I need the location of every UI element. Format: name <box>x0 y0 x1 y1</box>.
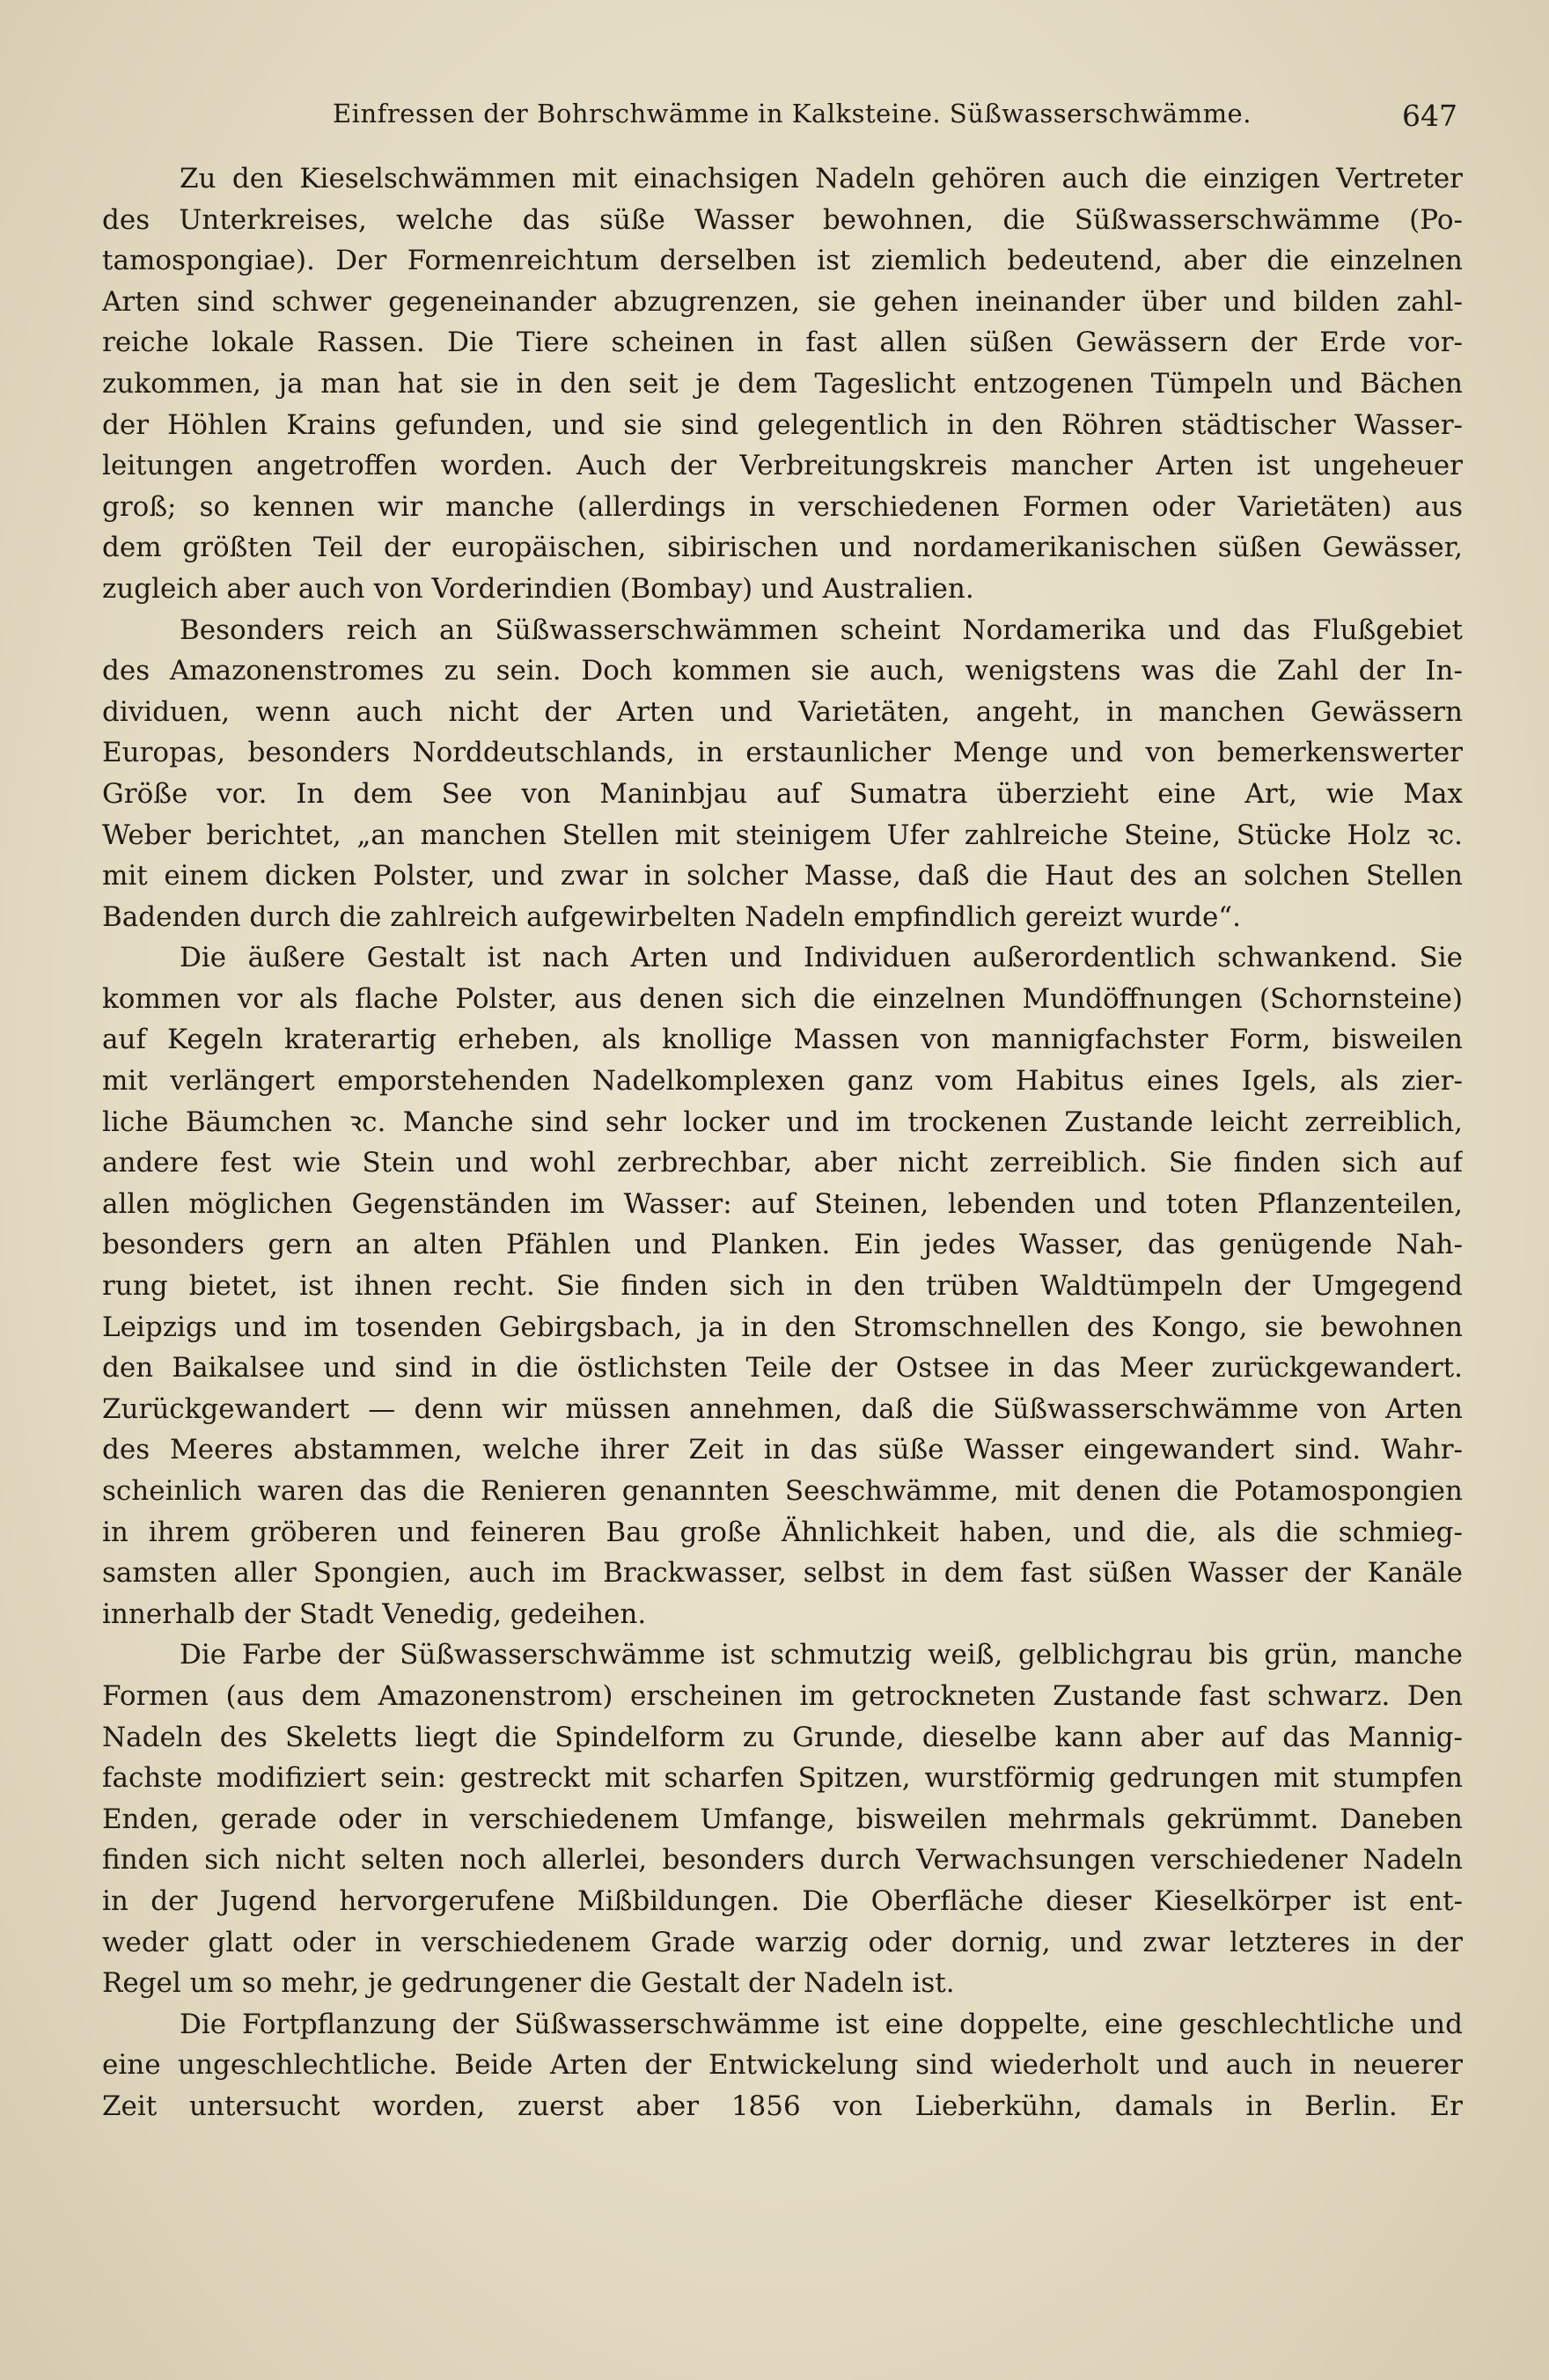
text-line: des Amazonenstromes zu sein. Doch kommen sie auch, wenigstens was die Zahl der In- <box>102 655 1463 687</box>
text-line: leitungen angetroffen worden. Auch der Verbreitungskreis mancher Arten ist ungeheuer <box>102 450 1463 482</box>
text-line: der Höhlen Krains gefunden, und sie sind gelegentlich in den Röhren städtischer Wasser- <box>102 408 1463 441</box>
text-line: scheinlich waren das die Renieren genannten Seeschwämme, mit denen die Potamospongien <box>102 1475 1463 1507</box>
text-line: fachste modifiziert sein: gestreckt mit scharfen Spitzen, wurstförmig gedrungen mit stumpfen <box>102 1762 1463 1795</box>
text-line: den Baikalsee und sind in die östlichsten Teile der Ostsee in das Meer zurückgewandert. <box>102 1352 1463 1385</box>
text-line: Besonders reich an Süßwasserschwämmen scheint Nordamerika und das Flußgebiet <box>180 613 1463 646</box>
text-line: Weber berichtet, „an manchen Stellen mit steinigem Ufer zahlreiche Steine, Stücke Holz ꝛc. <box>102 819 1463 851</box>
text-line: besonders gern an alten Pfählen und Planken. Ein jedes Wasser, das genügende Nah- <box>102 1229 1463 1261</box>
page-header <box>333 99 1457 141</box>
text-line: eine ungeschlechtliche. Beide Arten der Entwickelung sind wiederholt und auch in neuerer <box>102 2049 1463 2082</box>
text-line: finden sich nicht selten noch allerlei, besonders durch Verwachsungen verschiedener Nadeln <box>102 1844 1463 1877</box>
text-line: samsten aller Spongien, auch im Brackwasser, selbst in dem fast süßen Wasser der Kanäle <box>102 1557 1463 1590</box>
text-line: Enden, gerade oder in verschiedenem Umfange, bisweilen mehrmals gekrümmt. Daneben <box>102 1803 1463 1835</box>
text-line: Die Farbe der Süßwasserschwämme ist schmutzig weiß, gelblichgrau bis grün, manche <box>180 1639 1463 1671</box>
text-line: zukommen, ja man hat sie in den seit je dem Tageslicht entzogenen Tümpeln und Bächen <box>102 367 1463 400</box>
text-line: Regel um so mehr, je gedrungener die Gestalt der Nadeln ist. <box>102 1967 955 2000</box>
text-line: Die Fortpflanzung der Süßwasserschwämme ist eine doppelte, eine geschlechtliche und <box>180 2008 1463 2040</box>
text-line: in ihrem gröberen und feineren Bau große Ähnlichkeit haben, und die, als die schmieg- <box>102 1516 1463 1548</box>
text-line: allen möglichen Gegenständen im Wasser: auf Steinen, lebenden und toten Pflanzenteilen, <box>102 1187 1463 1220</box>
text-line: rung bietet, ist ihnen recht. Sie finden sich in den trüben Waldtümpeln der Umgegend <box>102 1270 1463 1303</box>
text-line: in der Jugend hervorgerufene Mißbildungen. Die Oberfläche dieser Kieselkörper ist ent- <box>102 1884 1463 1917</box>
text-line: des Unterkreises, welche das süße Wasser bewohnen, die Süßwasserschwämme (Po- <box>102 203 1463 236</box>
text-line: kommen vor als flache Polster, aus denen sich die einzelnen Mundöffnungen (Schornsteine) <box>102 982 1463 1015</box>
text-line: Zurückgewandert — denn wir müssen annehmen, daß die Süßwasserschwämme von Arten <box>102 1392 1463 1425</box>
text-line: zugleich aber auch von Vorderindien (Bombay) und Australien. <box>102 572 974 605</box>
text-line: mit einem dicken Polster, und zwar in solcher Masse, daß die Haut des an solchen Stellen <box>102 860 1463 892</box>
text-line: Leipzigs und im tosenden Gebirgsbach, ja in den Stromschnellen des Kongo, sie bewohnen <box>102 1311 1463 1343</box>
text-line: Nadeln des Skeletts liegt die Spindelform zu Grunde, dieselbe kann aber auf das Mannig- <box>102 1721 1463 1753</box>
text-line: Formen (aus dem Amazonenstrom) erscheinen im getrockneten Zustande fast schwarz. Den <box>102 1679 1463 1712</box>
text-line: Europas, besonders Norddeutschlands, in erstaunlicher Menge und von bemerkenswerter <box>102 737 1463 769</box>
text-line: dividuen, wenn auch nicht der Arten und Varietäten, angeht, in manchen Gewässern <box>102 695 1463 728</box>
text-line: innerhalb der Stadt Venedig, gedeihen. <box>102 1598 647 1630</box>
text-line: liche Bäumchen ꝛc. Manche sind sehr locker und im trockenen Zustande leicht zerreiblich, <box>102 1106 1463 1138</box>
text-line: andere fest wie Stein und wohl zerbrechbar, aber nicht zerreiblich. Sie finden sich auf <box>102 1147 1463 1179</box>
text-line: Größe vor. In dem See von Maninbjau auf Sumatra überzieht eine Art, wie Max <box>102 777 1463 810</box>
text-line: Badenden durch die zahlreich aufgewirbelten Nadeln empfindlich gereizt wurde“. <box>102 900 1241 933</box>
text-line: Die äußere Gestalt ist nach Arten und Individuen außerordentlich schwankend. Sie <box>180 942 1463 974</box>
text-line: Arten sind schwer gegeneinander abzugrenzen, sie gehen ineinander über und bilden zahl- <box>102 285 1463 318</box>
text-line: Zeit untersucht worden, zuerst aber 1856 von Lieberkühn, damals in Berlin. Er <box>102 2090 1463 2122</box>
text-line: reiche lokale Rassen. Die Tiere scheinen in fast allen süßen Gewässern der Erde vor- <box>102 327 1463 359</box>
page-number: 647 <box>1402 99 1457 133</box>
text-line: mit verlängert emporstehenden Nadelkomplexen ganz vom Habitus eines Igels, als zier- <box>102 1065 1463 1098</box>
text-line: groß; so kennen wir manche (allerdings in verschiedenen Formen oder Varietäten) aus <box>102 490 1463 523</box>
text-line: dem größten Teil der europäischen, sibirischen und nordamerikanischen süßen Gewässer, <box>102 532 1463 564</box>
text-line: tamospongiae). Der Formenreichtum derselben ist ziemlich bedeutend, aber die einzelnen <box>102 245 1463 277</box>
text-line: auf Kegeln kraterartig erheben, als knollige Massen von mannigfachster Form, bisweilen <box>102 1024 1463 1056</box>
text-line: weder glatt oder in verschiedenem Grade warzig oder dornig, und zwar letzteres in der <box>102 1926 1463 1958</box>
text-line: Zu den Kieselschwämmen mit einachsigen Nadeln gehören auch die einzigen Vertreter <box>180 163 1463 195</box>
text-line: des Meeres abstammen, welche ihrer Zeit in das süße Wasser eingewandert sind. Wahr- <box>102 1434 1463 1466</box>
running-head: Einfressen der Bohrschwämme in Kalksteine. Süßwasserschwämme. <box>333 99 1252 129</box>
body-text <box>102 158 1463 2127</box>
